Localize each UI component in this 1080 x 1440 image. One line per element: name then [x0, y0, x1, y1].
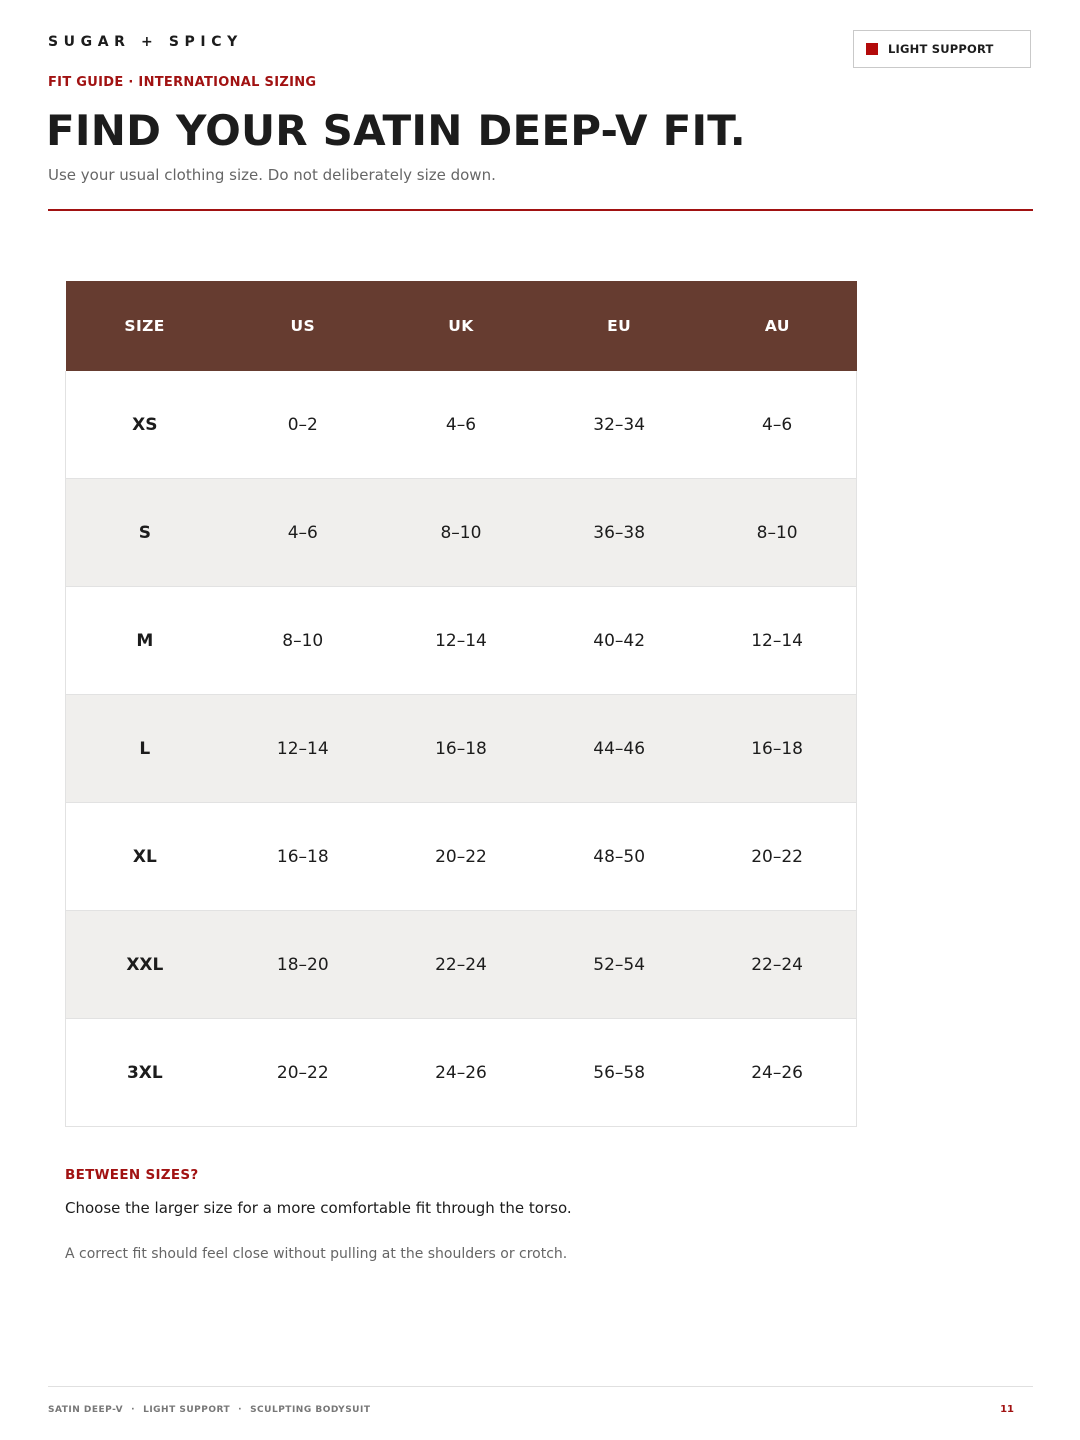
size-cell: S [66, 479, 224, 587]
between-sizes-text: Choose the larger size for a more comfortable fit through the torso. [65, 1199, 572, 1217]
eyebrow-label: FIT GUIDE · INTERNATIONAL SIZING [48, 75, 317, 90]
brand-name: SUGAR + SPICY [48, 34, 243, 50]
table-row [66, 479, 857, 587]
between-sizes-heading: BETWEEN SIZES? [65, 1167, 199, 1183]
table-row [66, 803, 857, 911]
page-title: FIND YOUR SATIN DEEP-V FIT. [46, 106, 746, 155]
eu-cell: 48–50 [540, 803, 698, 911]
eu-cell: 52–54 [540, 911, 698, 1019]
uk-cell: 20–22 [382, 803, 540, 911]
au-cell: 24–26 [698, 1019, 856, 1127]
uk-cell: 4–6 [382, 371, 540, 479]
uk-cell: 12–14 [382, 587, 540, 695]
size-cell: L [66, 695, 224, 803]
us-cell: 0–2 [224, 371, 382, 479]
au-cell: 22–24 [698, 911, 856, 1019]
table-row [66, 1019, 857, 1127]
eu-cell: 36–38 [540, 479, 698, 587]
column-header-au: AU [698, 281, 856, 371]
size-chart-table [65, 281, 857, 1127]
footer-separator: · [238, 1405, 243, 1415]
uk-cell: 22–24 [382, 911, 540, 1019]
table-row [66, 695, 857, 803]
table-header-row [66, 281, 857, 371]
us-cell: 16–18 [224, 803, 382, 911]
title-divider [48, 209, 1033, 211]
au-cell: 4–6 [698, 371, 856, 479]
us-cell: 8–10 [224, 587, 382, 695]
column-header-us: US [224, 281, 382, 371]
table-row [66, 587, 857, 695]
size-cell: XL [66, 803, 224, 911]
us-cell: 18–20 [224, 911, 382, 1019]
uk-cell: 16–18 [382, 695, 540, 803]
au-cell: 12–14 [698, 587, 856, 695]
eu-cell: 32–34 [540, 371, 698, 479]
eu-cell: 56–58 [540, 1019, 698, 1127]
us-cell: 20–22 [224, 1019, 382, 1127]
column-header-eu: EU [540, 281, 698, 371]
au-cell: 8–10 [698, 479, 856, 587]
column-header-size: SIZE [66, 281, 224, 371]
uk-cell: 24–26 [382, 1019, 540, 1127]
footer-separator: · [131, 1405, 136, 1415]
badge-label: LIGHT SUPPORT [888, 42, 994, 56]
footer-item-product: SATIN DEEP-V [48, 1405, 124, 1415]
size-cell: M [66, 587, 224, 695]
size-cell: XS [66, 371, 224, 479]
footer-divider [48, 1386, 1033, 1387]
us-cell: 12–14 [224, 695, 382, 803]
au-cell: 16–18 [698, 695, 856, 803]
eu-cell: 44–46 [540, 695, 698, 803]
footer-item-support: LIGHT SUPPORT [143, 1405, 231, 1415]
page-subtitle: Use your usual clothing size. Do not deliberately size down. [48, 166, 496, 184]
size-cell: 3XL [66, 1019, 224, 1127]
page-number: 11 [1000, 1404, 1014, 1415]
footer-item-category: SCULPTING BODYSUIT [250, 1405, 371, 1415]
column-header-uk: UK [382, 281, 540, 371]
size-cell: XXL [66, 911, 224, 1019]
uk-cell: 8–10 [382, 479, 540, 587]
eu-cell: 40–42 [540, 587, 698, 695]
footer-product-line [48, 1405, 370, 1415]
us-cell: 4–6 [224, 479, 382, 587]
badge-square-icon [866, 43, 878, 55]
table-row [66, 911, 857, 1019]
table-row [66, 371, 857, 479]
support-badge [853, 30, 1031, 68]
fit-note: A correct fit should feel close without pulling at the shoulders or crotch. [65, 1246, 568, 1262]
au-cell: 20–22 [698, 803, 856, 911]
